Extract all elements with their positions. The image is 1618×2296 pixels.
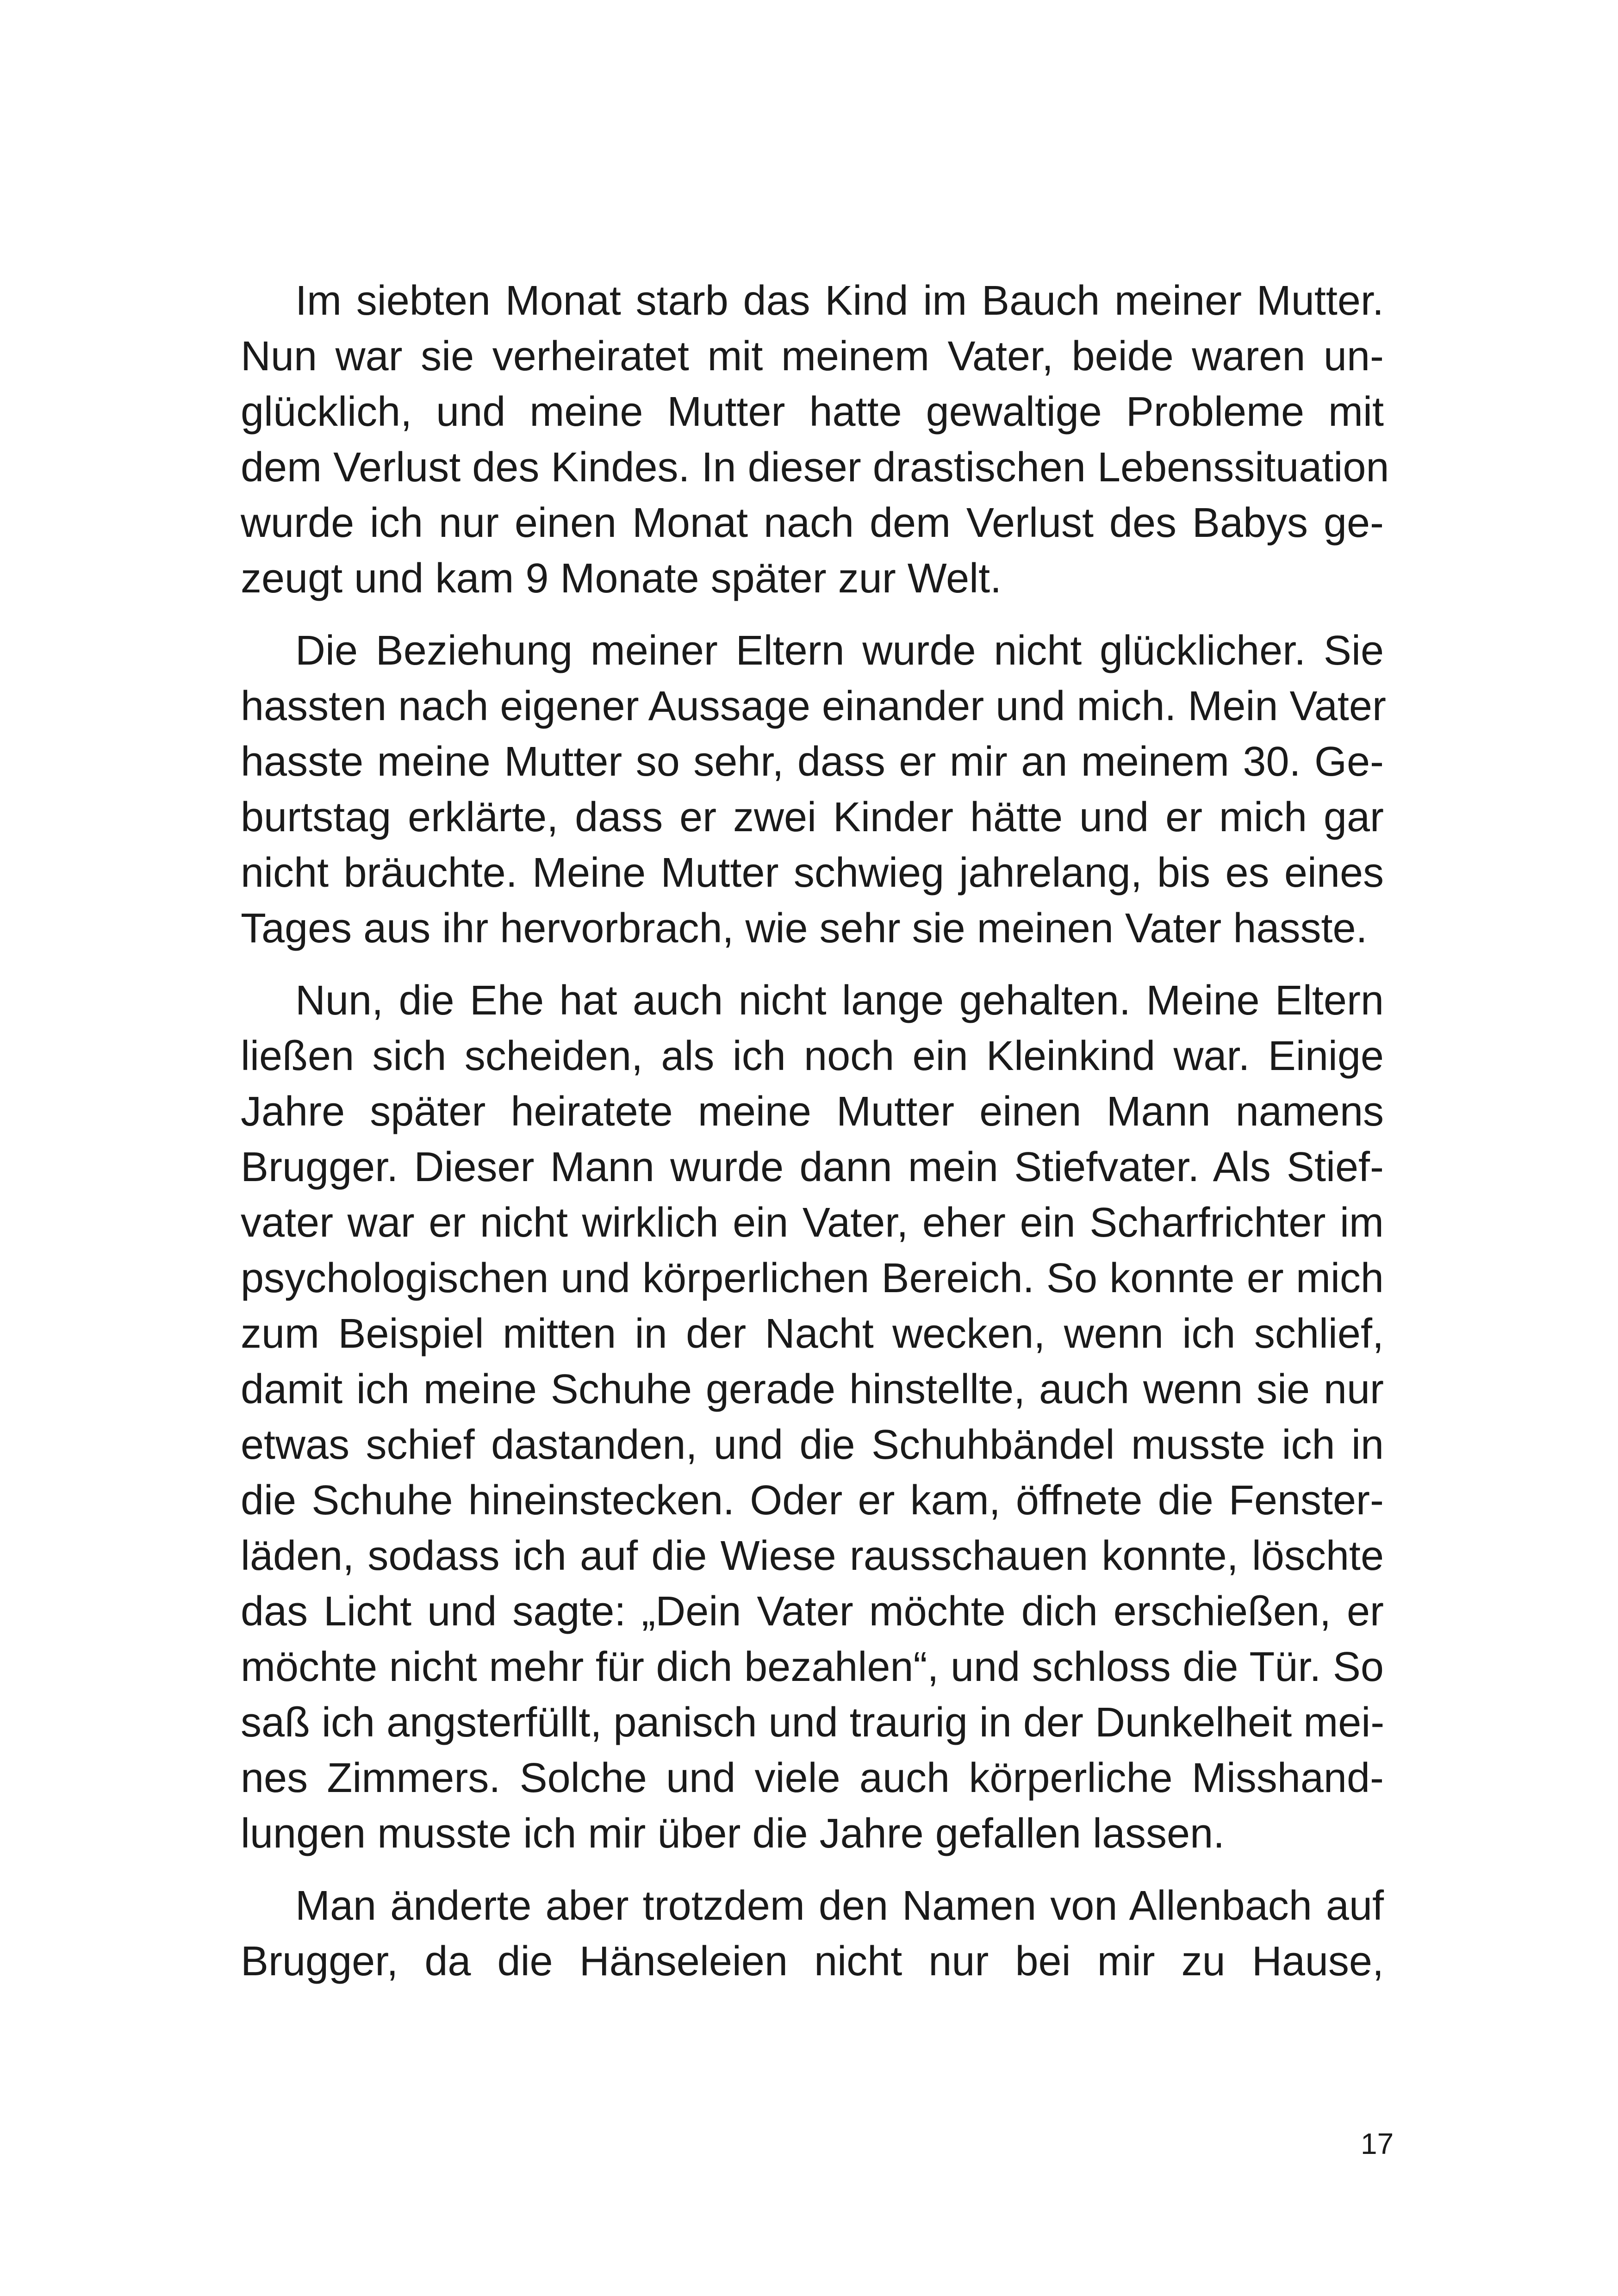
text-line: nes Zimmers. Solche und viele auch körperliche Misshand-: [241, 1755, 1384, 1801]
text-line: die Schuhe hineinstecken. Oder er kam, öffnete die Fenster-: [241, 1477, 1384, 1524]
text-line: zeugt und kam 9 Monate später zur Welt.: [241, 555, 1002, 602]
text-line: möchte nicht mehr für dich bezahlen“, und schloss die Tür. So: [241, 1644, 1384, 1690]
page-number: 17: [1361, 2127, 1394, 2160]
paragraph-4: [241, 1878, 1384, 1989]
text-line: zum Beispiel mitten in der Nacht wecken, wenn ich schlief,: [241, 1311, 1384, 1357]
text-line: vater war er nicht wirklich ein Vater, eher ein Scharfrichter im: [241, 1200, 1384, 1246]
text-line: Nun, die Ehe hat auch nicht lange gehalten. Meine Eltern: [295, 977, 1384, 1024]
text-line: Brugger, da die Hänseleien nicht nur bei mir zu Hause,: [241, 1938, 1384, 1985]
text-line: Brugger. Dieser Mann wurde dann mein Stiefvater. Als Stief-: [241, 1144, 1384, 1190]
text-line: Jahre später heiratete meine Mutter einen Mann namens: [241, 1089, 1384, 1135]
text-line: etwas schief dastanden, und die Schuhbändel musste ich in: [241, 1422, 1384, 1468]
text-line: damit ich meine Schuhe gerade hinstellte, auch wenn sie nur: [241, 1366, 1384, 1412]
text-line: ließen sich scheiden, als ich noch ein Kleinkind war. Einige: [241, 1033, 1384, 1079]
text-line: läden, sodass ich auf die Wiese rausschauen konnte, löschte: [241, 1533, 1384, 1579]
text-line: glücklich, und meine Mutter hatte gewaltige Probleme mit: [241, 389, 1384, 435]
text-line: hassten nach eigener Aussage einander und mich. Mein Vater: [241, 683, 1386, 729]
paragraph-1: [241, 273, 1389, 606]
text-line: dem Verlust des Kindes. In dieser drastischen Lebenssituation: [241, 444, 1389, 491]
text-line: Man änderte aber trotzdem den Namen von Allenbach auf: [295, 1883, 1384, 1929]
text-line: das Licht und sagte: „Dein Vater möchte dich erschießen, er: [241, 1588, 1384, 1635]
text-line: psychologischen und körperlichen Bereich. So konnte er mich: [241, 1255, 1384, 1301]
text-line: saß ich angsterfüllt, panisch und traurig in der Dunkelheit mei-: [241, 1699, 1385, 1746]
text-line: Im siebten Monat starb das Kind im Bauch meiner Mutter.: [295, 278, 1384, 324]
body-text: [241, 273, 1389, 2006]
text-line: Die Beziehung meiner Eltern wurde nicht glücklicher. Sie: [295, 628, 1384, 674]
text-line: wurde ich nur einen Monat nach dem Verlust des Babys ge-: [241, 500, 1384, 546]
text-line: lungen musste ich mir über die Jahre gefallen lassen.: [241, 1811, 1225, 1857]
paragraph-3: [241, 973, 1384, 1861]
text-line: Nun war sie verheiratet mit meinem Vater, beide waren un-: [241, 333, 1384, 380]
text-line: hasste meine Mutter so sehr, dass er mir an meinem 30. Ge-: [241, 739, 1384, 785]
text-line: burtstag erklärte, dass er zwei Kinder hätte und er mich gar: [241, 794, 1384, 840]
text-line: nicht bräuchte. Meine Mutter schwieg jahrelang, bis es eines: [241, 850, 1384, 896]
paragraph-2: [241, 623, 1384, 956]
text-line: Tages aus ihr hervorbrach, wie sehr sie meinen Vater hasste.: [241, 905, 1368, 952]
